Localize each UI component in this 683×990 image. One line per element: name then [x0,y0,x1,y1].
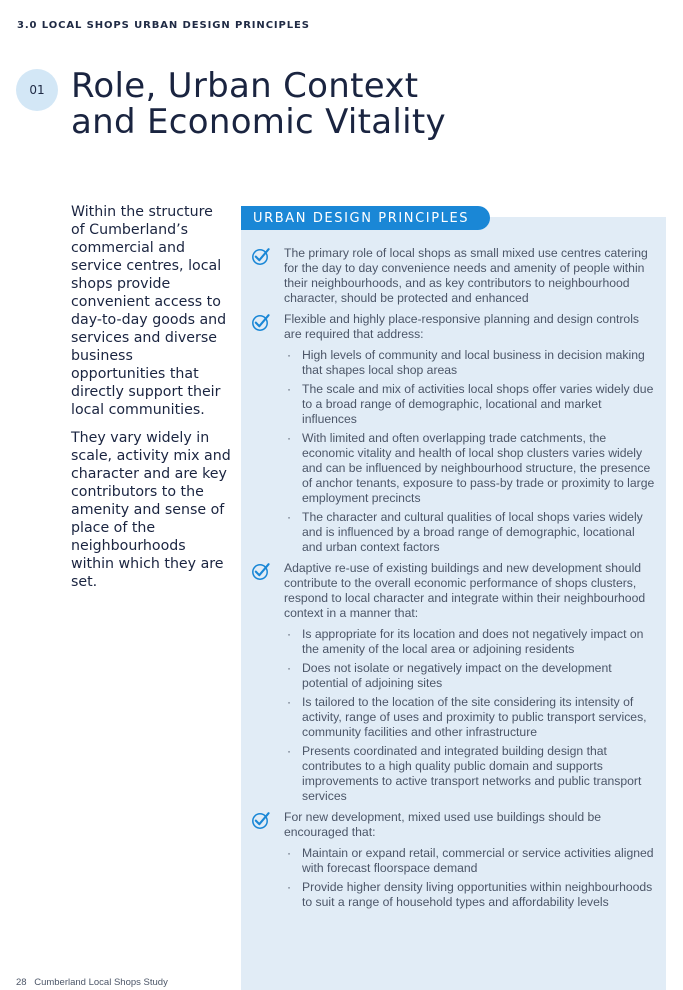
principles-heading: URBAN DESIGN PRINCIPLES [241,206,490,230]
bullet-dot-icon: · [287,744,292,758]
sub-list-item [284,661,656,691]
check-circle-icon [251,246,271,266]
bullet-dot-icon: · [287,348,292,362]
principle-text: Adaptive re-use of existing buildings and new development should contribute to the overall economic performance of shops clusters, respond to local character and integrate within their neighbourhood context in a manner that: [284,561,646,620]
document-title: Cumberland Local Shops Study [34,977,168,988]
principle-item [251,312,656,555]
principle-sub-list [284,348,656,555]
sub-list-text: Provide higher density living opportunities within neighbourhoods to suit a range of household types and affordability levels [302,880,653,909]
page-title [71,68,446,140]
principle-item [251,561,656,804]
sub-list-item [284,627,656,657]
bullet-dot-icon: · [287,627,292,641]
bullet-dot-icon: · [287,661,292,675]
sub-list-text: Is appropriate for its location and does not negatively impact on the amenity of the local area or adjoining residents [302,627,644,656]
bullet-dot-icon: · [287,382,292,396]
page-title-line-1: Role, Urban Context [71,66,419,106]
sub-list-item [284,348,656,378]
sub-list-text: The scale and mix of activities local shops offer varies widely due to a broad range of demographic, locational and market influences [302,382,654,426]
sub-list-text: Maintain or expand retail, commercial or service activities aligned with forecast floorspace demand [302,846,654,875]
check-circle-icon [251,312,271,332]
sub-list-item [284,846,656,876]
principles-list [251,246,656,916]
sub-list-text: Is tailored to the location of the site considering its intensity of activity, range of uses and proximity to public transport services, community facilities and other infrastructure [302,695,647,739]
check-circle-icon [251,810,271,830]
sub-list-text: With limited and often overlapping trade catchments, the economic vitality and health of local shop clusters varies widely and can be influenced by neighbourhood structure, the presence of anchor tenants, exposure to pass-by trade or proximity to large employment precincts [302,431,655,505]
intro-paragraph-2: They vary widely in scale, activity mix and character and are key contributors to the amenity and sense of place of the neighbourhoods within which they are set. [71,430,231,590]
sub-list-item [284,510,656,555]
bullet-dot-icon: · [287,431,292,445]
bullet-dot-icon: · [287,695,292,709]
sub-list-item [284,744,656,804]
sub-list-text: The character and cultural qualities of local shops varies widely and is influenced by a broad range of demographic, locational and urban context factors [302,510,643,554]
bullet-dot-icon: · [287,846,292,860]
sub-list-text: Presents coordinated and integrated building design that contributes to a high quality public domain and supports improvements to active transport networks and public transport services [302,744,642,803]
sub-list-item [284,695,656,740]
check-circle-icon [251,561,271,581]
principle-text: Flexible and highly place-responsive planning and design controls are required that address: [284,312,640,341]
bullet-dot-icon: · [287,880,292,894]
section-number-badge: 01 [16,69,58,111]
principle-sub-list [284,627,656,804]
page-footer [16,977,168,988]
sub-list-item [284,880,656,910]
principle-text: The primary role of local shops as small mixed use centres catering for the day to day convenience needs and amenity of people within their neighbourhoods, and as key contributors to neighbourhood character, should be protected and enhanced [284,246,648,305]
intro-paragraph-1: Within the structure of Cumberland’s commercial and service centres, local shops provide convenient access to day-to-day goods and services and diverse business opportunities that directly support their local communities. [71,204,227,418]
page-title-line-2: and Economic Vitality [71,102,446,142]
page-number: 28 [16,977,27,988]
principle-text: For new development, mixed used use buildings should be encouraged that: [284,810,602,839]
sub-list-text: Does not isolate or negatively impact on the development potential of adjoining sites [302,661,612,690]
intro-text [71,203,231,601]
bullet-dot-icon: · [287,510,292,524]
section-label: 3.0 LOCAL SHOPS URBAN DESIGN PRINCIPLES [17,20,310,31]
principle-sub-list [284,846,656,910]
principle-item [251,246,656,306]
sub-list-text: High levels of community and local business in decision making that shapes local shop areas [302,348,645,377]
sub-list-item [284,431,656,506]
sub-list-item [284,382,656,427]
principle-item [251,810,656,910]
